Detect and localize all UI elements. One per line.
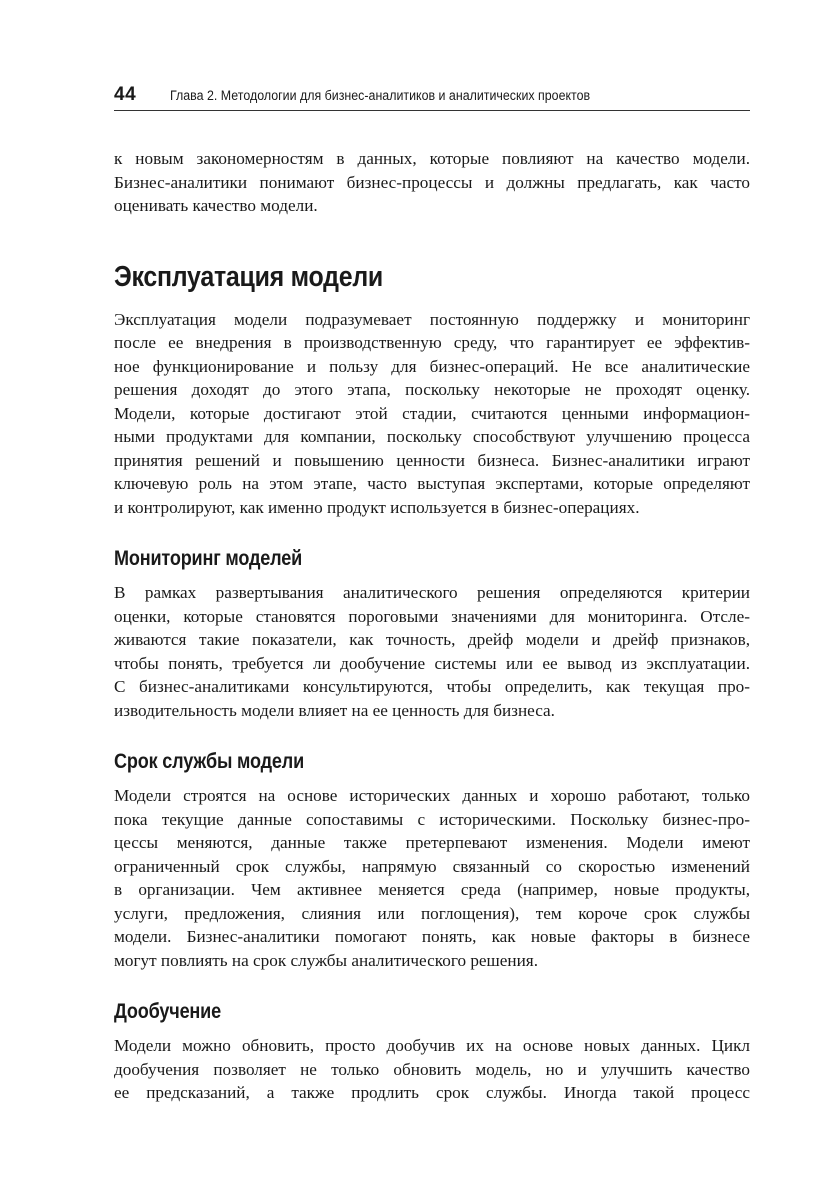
chapter-title: Глава 2. Методологии для бизнес-аналитиков и аналитических проектов	[170, 88, 591, 103]
text-line: в организации. Чем активнее меняется среда (например, новые продукты,	[114, 880, 750, 899]
text-line: Бизнес-аналитики понимают бизнес-процессы и должны предлагать, как часто	[114, 172, 750, 192]
text-line: модели. Бизнес-аналитики помогают понять, как новые факторы в бизнесе	[114, 927, 750, 946]
text-line: ключевую роль на этом этапе, часто выступая экспертами, которые определяют	[114, 474, 750, 493]
text-line: изводительность модели влияет на ее ценность для бизнеса.	[114, 700, 555, 720]
text-line: и контролируют, как именно продукт используется в бизнес-операциях.	[114, 497, 640, 517]
section-heading: Эксплуатация модели	[114, 260, 383, 293]
text-line: после ее внедрения в производственную среду, что гарантирует ее эффектив-	[114, 333, 750, 352]
page-number: 44	[114, 84, 137, 105]
section-paragraph	[114, 308, 750, 520]
text-line: ное функционирование и пользу для бизнес-операций. Не все аналитические	[114, 356, 750, 376]
subsection-heading: Срок службы модели	[114, 750, 305, 773]
text-line: ограниченный срок службы, напрямую связанный со скоростью изменений	[114, 856, 750, 876]
subsection-heading: Дообучение	[114, 1000, 221, 1023]
text-line: Модели можно обновить, просто дообучив их на основе новых данных. Цикл	[114, 1036, 750, 1055]
text-line: Модели, которые достигают этой стадии, считаются ценными информацион-	[114, 403, 750, 423]
text-line: к новым закономерностям в данных, которые повлияют на качество модели.	[114, 149, 750, 168]
text-line: Модели строятся на основе исторических данных и хорошо работают, только	[114, 786, 750, 805]
text-line: чтобы понять, требуется ли дообучение системы или ее вывод из эксплуатации.	[114, 653, 750, 673]
text-line: пока текущие данные сопоставимы с историческими. Поскольку бизнес-про-	[114, 809, 750, 829]
text-line: ными продуктами для компании, поскольку способствуют улучшению процесса	[114, 427, 750, 446]
text-line: В рамках развертывания аналитического решения определяются критерии	[114, 583, 750, 602]
subsection-heading: Мониторинг моделей	[114, 547, 303, 570]
text-line: С бизнес-аналитиками консультируются, чтобы определить, как текущая про-	[114, 677, 750, 696]
subsection-paragraph	[114, 784, 750, 972]
text-line: ее предсказаний, а также продлить срок службы. Иногда такой процесс	[114, 1083, 750, 1102]
page-body	[114, 147, 750, 1105]
text-line: цессы меняются, данные также претерпевают изменения. Модели имеют	[114, 833, 750, 852]
text-line: Эксплуатация модели подразумевает постоянную поддержку и мониторинг	[114, 309, 750, 329]
text-line: принятия решений и повышению ценности бизнеса. Бизнес-аналитики играют	[114, 450, 750, 470]
text-line: решения доходят до этого этапа, поскольку некоторые не проходят оценку.	[114, 380, 750, 399]
text-line: дообучения позволяет не только обновить модель, но и улучшить качество	[114, 1059, 750, 1079]
intro-paragraph	[114, 147, 750, 218]
text-line: оценки, которые становятся пороговыми значениями для мониторинга. Отсле-	[114, 606, 750, 626]
subsection-paragraph	[114, 581, 750, 722]
running-header	[114, 82, 750, 111]
text-line: могут повлиять на срок службы аналитического решения.	[114, 950, 539, 970]
text-line: услуги, предложения, слияния или поглощения), тем короче срок службы	[114, 903, 750, 923]
subsection-paragraph	[114, 1034, 750, 1105]
text-line: живаются такие показатели, как точность, дрейф модели и дрейф признаков,	[114, 630, 750, 649]
text-line: оценивать качество модели.	[114, 196, 318, 215]
